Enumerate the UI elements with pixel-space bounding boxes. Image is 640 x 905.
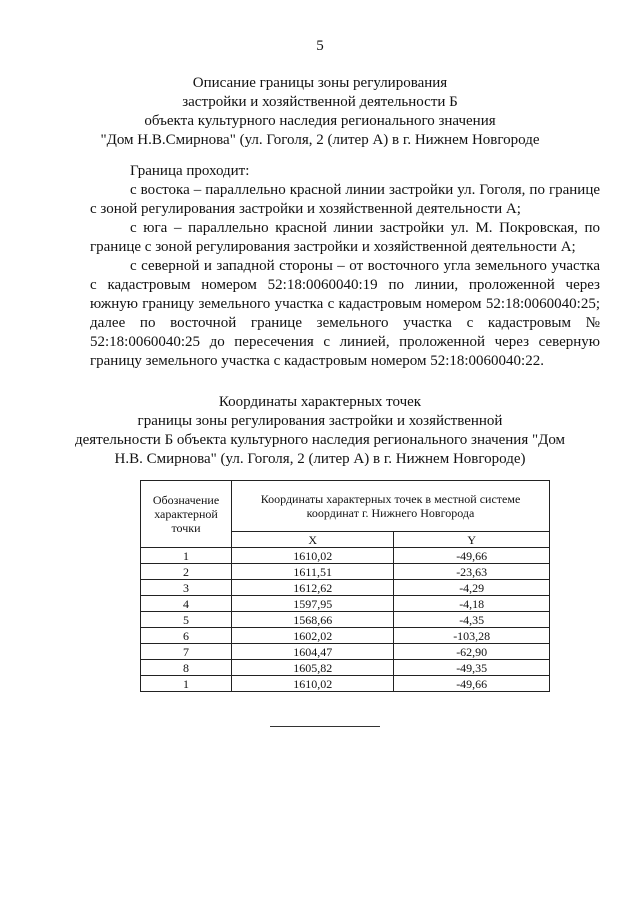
cell-point: 2: [141, 564, 232, 580]
boundary-description: [90, 162, 600, 371]
cell-point: 8: [141, 660, 232, 676]
cell-x: 1610,02: [232, 548, 394, 564]
cell-y: -4,35: [394, 612, 550, 628]
header-coordinate-system: [232, 481, 550, 532]
table-row: [141, 580, 550, 596]
boundary-east: с востока – параллельно красной линии застройки ул. Гоголя, по границе с зоной регулирования застройки и хозяйственной деятельности А;: [90, 182, 600, 217]
cell-y: -23,63: [394, 564, 550, 580]
cell-x: 1610,02: [232, 676, 394, 692]
coordinates-table-body: [141, 548, 550, 692]
document-title: [40, 74, 600, 150]
title-line: "Дом Н.В.Смирнова" (ул. Гоголя, 2 (литер А) в г. Нижнем Новгороде: [100, 132, 540, 148]
table-row: [141, 628, 550, 644]
header-system-line: координат г. Нижнего Новгорода: [306, 506, 475, 520]
cell-y: -62,90: [394, 644, 550, 660]
page-number: 5: [316, 38, 324, 54]
cell-point: 4: [141, 596, 232, 612]
table-row: [141, 564, 550, 580]
coords-title-line: границы зоны регулирования застройки и хозяйственной: [137, 413, 503, 429]
coords-title-line: Н.В. Смирнова" (ул. Гоголя, 2 (литер А) в г. Нижнем Новгороде): [114, 451, 526, 467]
header-y: Y: [394, 532, 550, 548]
header-point-line: Обозначение: [152, 493, 220, 507]
cell-point: 1: [141, 676, 232, 692]
header-point-line: точки: [171, 521, 201, 535]
title-line: Описание границы зоны регулирования: [192, 75, 448, 91]
cell-y: -49,35: [394, 660, 550, 676]
title-line: объекта культурного наследия регионального значения: [144, 113, 496, 129]
coordinates-title: [40, 393, 600, 469]
boundary-north-west: с северной и западной стороны – от восточного угла земельного участка с кадастровым номером 52:18:0060040:19 по линии, проложенной через южную границу земельного участка с кадастровым номером 52:18:0060040:25; далее по восточной границе земельного участка с кадастровым № 52:18:0060040:25 до пересечения с линией, проложенной через северную границу земельного участка с кадастровым номером 52:18:0060040:22.: [90, 258, 600, 369]
header-x: X: [232, 532, 394, 548]
cell-y: -49,66: [394, 548, 550, 564]
table-row: [141, 612, 550, 628]
boundary-south: с юга – параллельно красной линии застройки ул. М. Покровская, по границе с зоной регулирования застройки и хозяйственной деятельности А;: [90, 220, 600, 255]
cell-x: 1612,62: [232, 580, 394, 596]
title-line: застройки и хозяйственной деятельности Б: [182, 94, 458, 110]
cell-y: -4,29: [394, 580, 550, 596]
boundary-intro: Граница проходит:: [130, 163, 250, 179]
cell-x: 1604,47: [232, 644, 394, 660]
cell-x: 1605,82: [232, 660, 394, 676]
cell-x: 1568,66: [232, 612, 394, 628]
cell-y: -49,66: [394, 676, 550, 692]
coordinates-table: [140, 480, 550, 692]
coords-title-line: Координаты характерных точек: [218, 394, 422, 410]
cell-y: -103,28: [394, 628, 550, 644]
cell-x: 1611,51: [232, 564, 394, 580]
cell-point: 7: [141, 644, 232, 660]
cell-point: 3: [141, 580, 232, 596]
header-point-line: характерной: [154, 507, 218, 521]
coords-title-line: деятельности Б объекта культурного наследия регионального значения "Дом: [74, 432, 566, 448]
header-point: [141, 481, 232, 548]
table-row: [141, 676, 550, 692]
table-row: [141, 660, 550, 676]
header-system-line: Координаты характерных точек в местной системе: [260, 492, 521, 506]
cell-x: 1602,02: [232, 628, 394, 644]
cell-point: 1: [141, 548, 232, 564]
table-row: [141, 644, 550, 660]
bottom-divider: [270, 726, 380, 727]
table-row: [141, 548, 550, 564]
cell-point: 6: [141, 628, 232, 644]
table-row: [141, 596, 550, 612]
cell-point: 5: [141, 612, 232, 628]
cell-x: 1597,95: [232, 596, 394, 612]
cell-y: -4,18: [394, 596, 550, 612]
